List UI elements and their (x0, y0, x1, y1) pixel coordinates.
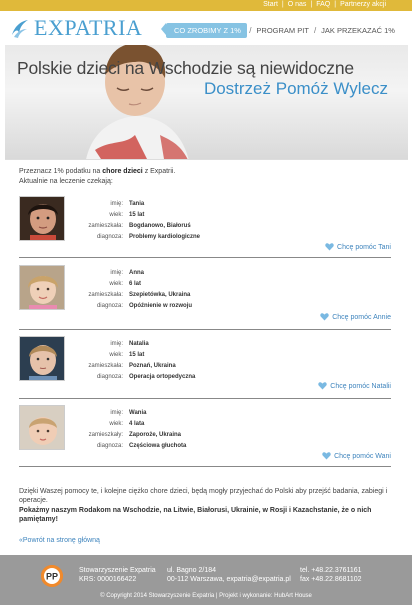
child-age: 6 lat (129, 280, 142, 287)
top-link-faq[interactable]: FAQ (316, 1, 331, 8)
child-residence: Poznań, Ukraina (129, 362, 176, 369)
teen-girl-photo-icon (20, 197, 65, 241)
banner-title: Polskie dzieci na Wschodzie są niewidoczne (17, 58, 354, 78)
child-info: imię: Natalia wiek: 15 lat zamieszkała: Poznań, Ukraina diagnoza: Operacja ortopedyczna (88, 340, 196, 381)
help-link-wania[interactable]: Chcę pomóc Wani (322, 452, 391, 460)
banner-subtitle: Dostrzeż Pomóż Wylecz (203, 79, 388, 98)
nav-item-what-we-do[interactable]: CO ZROBIMY Z 1% (166, 23, 247, 38)
top-link-partners[interactable]: Partnerzy akcji (340, 1, 386, 8)
child-diagnosis: Problemy kardiologiczne (129, 234, 201, 241)
child-diagnosis: Opóźnienie w rozwoju (129, 303, 192, 310)
divider (19, 257, 391, 258)
child-name: Tania (129, 200, 145, 207)
header (0, 11, 412, 45)
footer-org: Stowarzyszenie Expatria KRS: 0000166422 (79, 567, 156, 583)
top-link-start[interactable]: Start (263, 1, 278, 8)
child-age: 15 lat (129, 211, 145, 218)
child-photo (19, 196, 65, 241)
nav-item-program-pit[interactable]: PROGRAM PIT (256, 26, 309, 35)
top-link-about[interactable]: O nas (287, 1, 307, 8)
child-name: Wania (129, 409, 147, 416)
main-content (19, 167, 399, 186)
girl-photo-icon (20, 337, 65, 381)
footer-address: ul. Bagno 2/184 00-112 Warszawa, expatria@expatria.pl (167, 567, 291, 583)
pp-logo-icon (41, 565, 63, 587)
hero-banner (5, 45, 408, 160)
logo-text: EXPATRIA (34, 15, 143, 40)
top-links: Start | O nas | FAQ | Partnerzy akcji (259, 1, 390, 8)
child-diagnosis: Operacja ortopedyczna (129, 374, 196, 381)
help-link-anna[interactable]: Chcę pomóc Annie (320, 313, 391, 321)
divider (19, 398, 391, 399)
logo[interactable] (10, 15, 142, 41)
child-info: imię: Anna wiek: 6 lat zamieszkała: Szepietówka, Ukraina diagnoza: Opóźnienie w rozwoju (88, 269, 192, 310)
child-name: Natalia (129, 340, 149, 347)
copyright: © Copyright 2014 Stowarzyszenie Expatria | Projekt i wykonanie: HubArt House (100, 593, 312, 599)
heart-icon (322, 452, 331, 460)
heart-icon (320, 313, 329, 321)
child-residence: Szepietówka, Ukraina (129, 291, 191, 298)
child-age: 4 lata (129, 420, 145, 427)
help-link-tania[interactable]: Chcę pomóc Tani (325, 243, 391, 251)
boy-photo-icon (20, 406, 65, 450)
child-residence: Bogdanowo, Białoruś (129, 222, 191, 229)
intro-text: Przeznacz 1% podatku na chore dzieci z Expatrii. Aktualnie na leczenie czekają: (19, 168, 176, 185)
child-info: imię: Wania wiek: 4 lata zamieszkały: Zaporoże, Ukraina diagnoza: Częściowa głuchota (88, 409, 187, 450)
outro-text: Dzięki Waszej pomocy te, i kolejne ciężko chore dzieci, będą mogły przyjechać do Polski aby przejść badania, zabiegi i operacje. Pokażmy naszym Rodakom na Wschodzie, na Litwie, Białorusi, Ukrainie, w Rosji i Kazachstanie, że o nich pamiętamy! (19, 488, 388, 523)
heart-icon (325, 243, 334, 251)
footer-contact: tel. +48.22.3761161 fax +48.22.8681102 (300, 567, 362, 583)
main-nav: CO ZROBIMY Z 1% / PROGRAM PIT / JAK PRZEKAZAĆ 1% (166, 23, 400, 38)
child-diagnosis: Częściowa głuchota (129, 443, 187, 450)
girl-photo-icon (20, 266, 65, 310)
back-to-home-link[interactable]: «Powrót na stronę główną (19, 537, 100, 544)
child-age: 15 lat (129, 351, 145, 358)
child-photo (19, 405, 65, 450)
footer (0, 555, 412, 605)
child-photo (19, 336, 65, 381)
heart-icon (318, 382, 327, 390)
child-name: Anna (129, 269, 144, 276)
help-link-natalia[interactable]: Chcę pomóc Natalii (318, 382, 391, 390)
child-info: imię: Tania wiek: 15 lat zamieszkała: Bogdanowo, Białoruś diagnoza: Problemy kardiologiczne (88, 200, 201, 241)
nav-item-how-to-donate[interactable]: JAK PRZEKAZAĆ 1% (321, 26, 395, 35)
divider (19, 329, 391, 330)
divider (19, 466, 391, 467)
child-residence: Zaporoże, Ukraina (129, 431, 182, 438)
top-bar (0, 0, 412, 11)
bird-logo-icon (10, 17, 30, 39)
child-photo (19, 265, 65, 310)
pp-logo-text: PP (45, 571, 59, 582)
